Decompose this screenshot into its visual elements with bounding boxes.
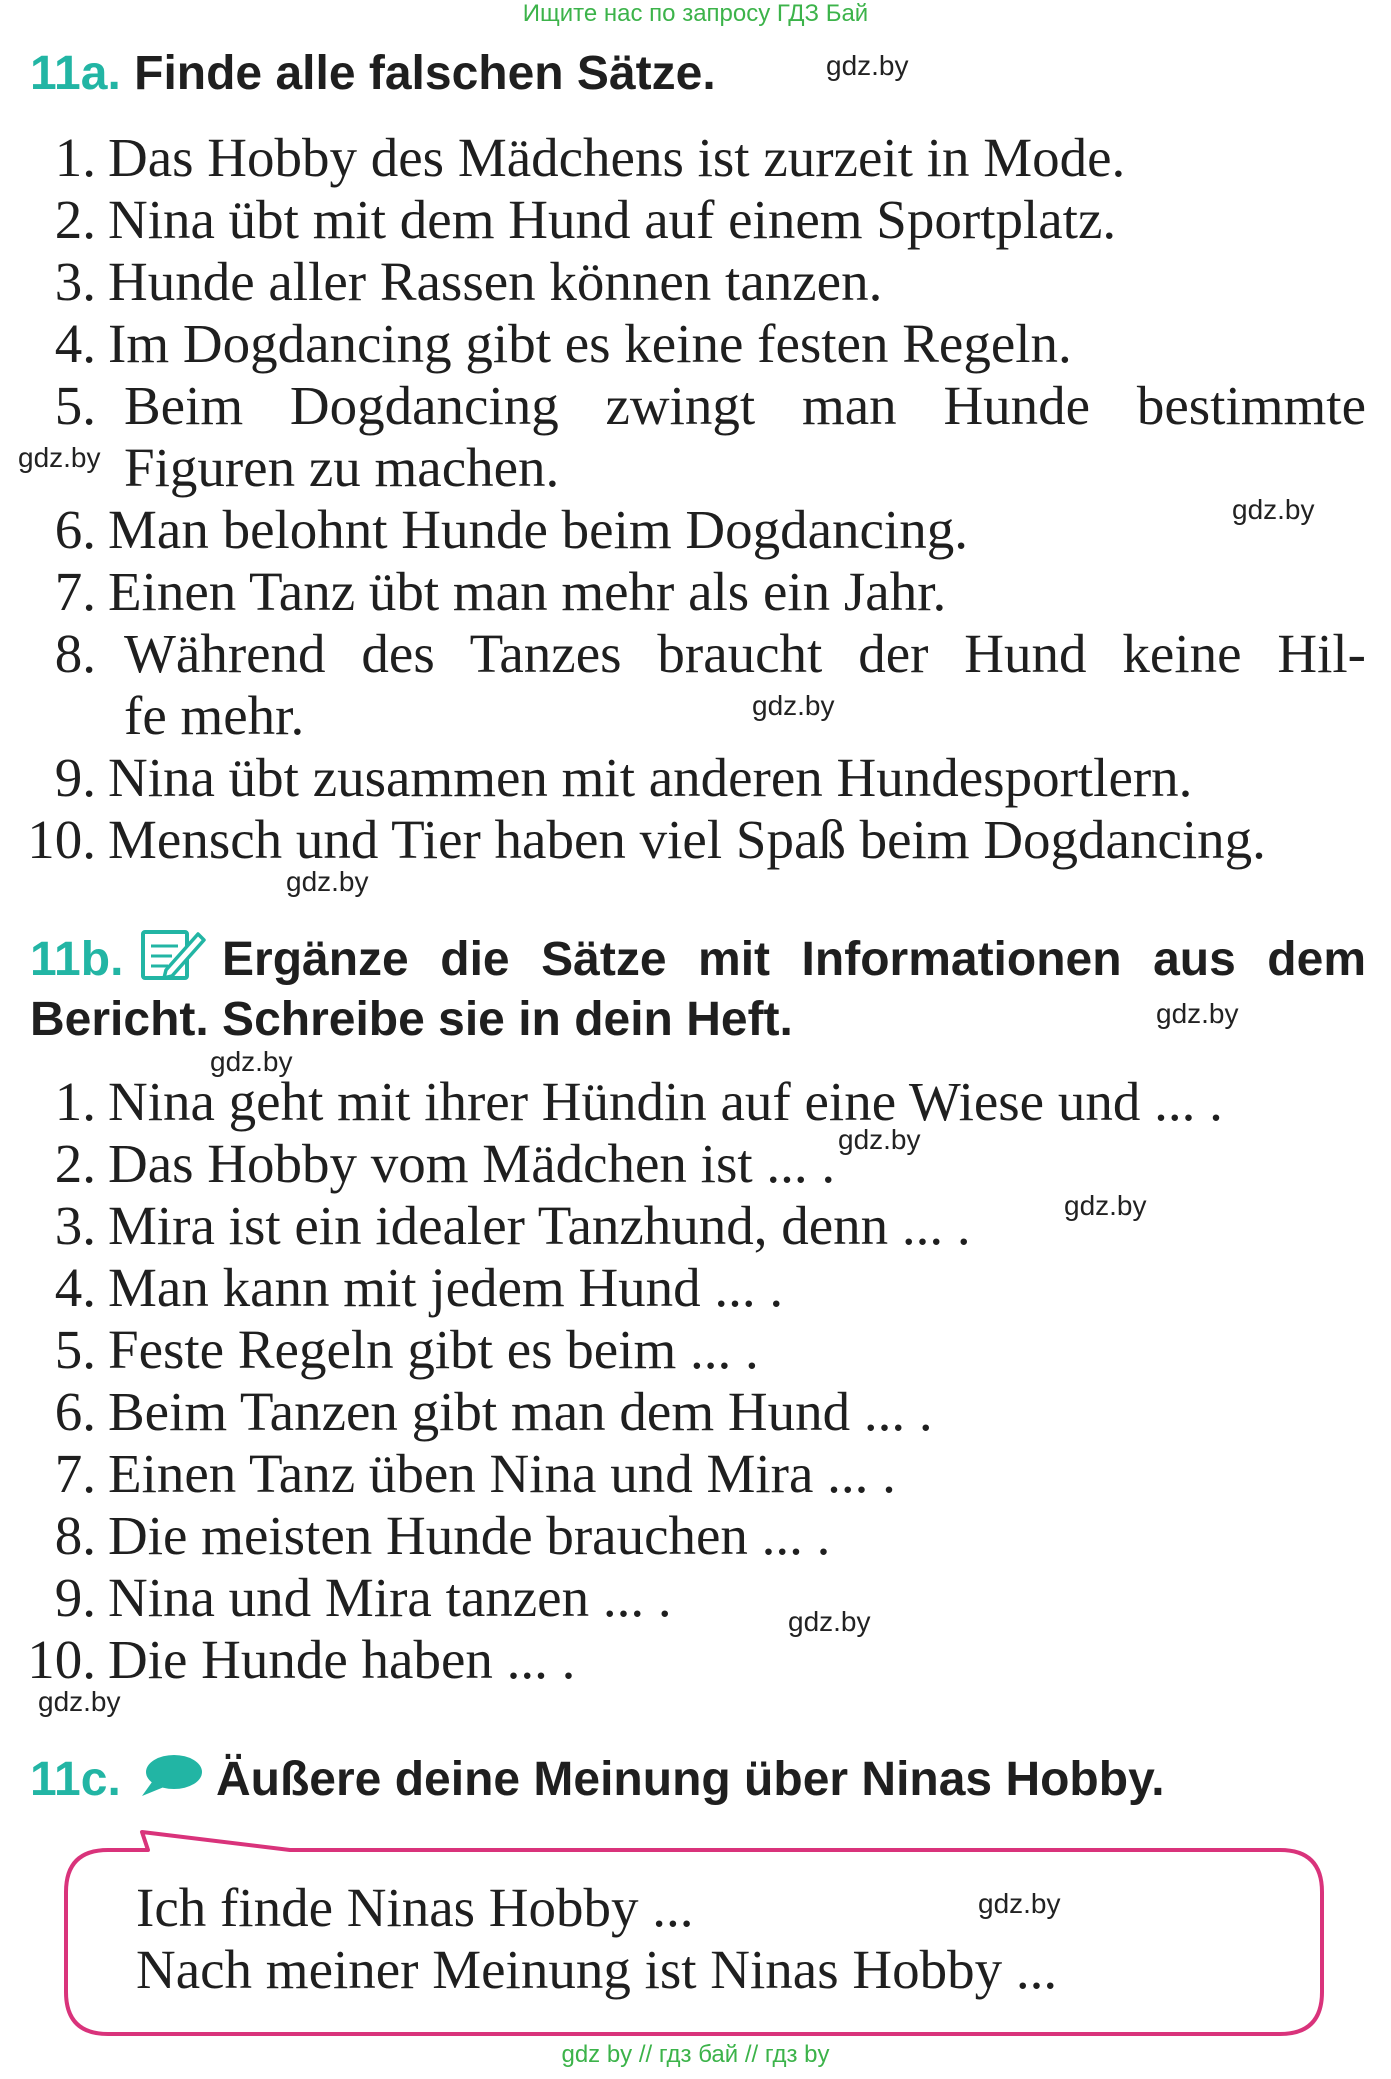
list-item: 3. Mira ist ein idealer Tanzhund, denn ... . xyxy=(54,1195,971,1256)
list-item: 9. Nina und Mira tanzen ... . xyxy=(54,1567,672,1628)
watermark: gdz.by xyxy=(210,1046,293,1077)
task-11c-number: 11c. xyxy=(30,1753,121,1806)
list-item-continuation: fe mehr. xyxy=(124,685,305,746)
list-item: 9. Nina übt zusammen mit anderen Hundesportlern. xyxy=(54,747,1193,808)
list-item-continuation: Figuren zu machen. xyxy=(124,437,560,498)
pencil-notebook-icon xyxy=(140,926,206,984)
list-item: 3. Hunde aller Rassen können tanzen. xyxy=(54,251,883,312)
task-11a-title: Finde alle falschen Sätze. xyxy=(134,47,716,100)
watermark: gdz.by xyxy=(38,1686,121,1717)
task-11b-title-line2: Bericht. Schreibe sie in dein Heft. xyxy=(30,993,793,1046)
speech-bubble-icon xyxy=(138,1752,204,1798)
list-item: 4. Im Dogdancing gibt es keine festen Regeln. xyxy=(54,313,1072,374)
list-item: 10. Die Hunde haben ... . xyxy=(27,1629,576,1690)
list-item: 5. xyxy=(54,375,96,436)
search-banner[interactable]: Ищите нас по запросу ГДЗ Бай xyxy=(522,0,869,27)
list-item: 8. xyxy=(54,623,96,684)
list-item: 10. Mensch und Tier haben viel Spaß beim Dogdancing. xyxy=(27,809,1266,870)
task-11a-number: 11a. xyxy=(30,47,121,100)
task-11c-title: Äußere deine Meinung über Ninas Hobby. xyxy=(216,1753,1165,1806)
list-item: 6. Beim Tanzen gibt man dem Hund ... . xyxy=(54,1381,933,1442)
watermark: gdz.by xyxy=(826,50,909,81)
list-item: 7. Einen Tanz übt man mehr als ein Jahr. xyxy=(54,561,947,622)
task-11b-title-line1: Ergänze die Sätze mit Informationen aus dem xyxy=(222,933,1366,986)
list-item: 8. Die meisten Hunde brauchen ... . xyxy=(54,1505,831,1566)
list-item: 4. Man kann mit jedem Hund ... . xyxy=(54,1257,784,1318)
watermark: gdz.by xyxy=(286,866,369,897)
list-item: 2. Das Hobby vom Mädchen ist ... . xyxy=(54,1133,836,1194)
list-item-text: Beim Dogdancing zwingt man Hunde bestimmte xyxy=(124,375,1366,436)
list-item: 1. Das Hobby des Mädchens ist zurzeit in Mode. xyxy=(54,127,1126,188)
task-11b-number: 11b. xyxy=(30,933,124,986)
watermark: gdz.by xyxy=(18,442,101,473)
list-item: 5. Feste Regeln gibt es beim ... . xyxy=(54,1319,759,1380)
list-item: 7. Einen Tanz üben Nina und Mira ... . xyxy=(54,1443,896,1504)
watermark: gdz.by xyxy=(978,1888,1061,1919)
watermark: gdz.by xyxy=(838,1124,921,1155)
task-11a-heading xyxy=(30,46,716,101)
watermark: gdz.by xyxy=(788,1606,871,1637)
footer-links[interactable]: gdz by // гдз бай // гдз by xyxy=(561,2041,830,2068)
watermark: gdz.by xyxy=(752,690,835,721)
list-item: 2. Nina übt mit dem Hund auf einem Sportplatz. xyxy=(54,189,1117,250)
list-item: 6. Man belohnt Hunde beim Dogdancing. xyxy=(54,499,968,560)
bubble-line-1: Ich finde Ninas Hobby ... xyxy=(136,1877,694,1938)
watermark: gdz.by xyxy=(1064,1190,1147,1221)
watermark: gdz.by xyxy=(1232,494,1315,525)
list-item-text: Während des Tanzes braucht der Hund keine Hil- xyxy=(124,623,1366,684)
list-item: 1. Nina geht mit ihrer Hündin auf eine Wiese und ... . xyxy=(54,1071,1223,1132)
bubble-line-2: Nach meiner Meinung ist Ninas Hobby ... xyxy=(136,1939,1058,2000)
watermark: gdz.by xyxy=(1156,998,1239,1029)
